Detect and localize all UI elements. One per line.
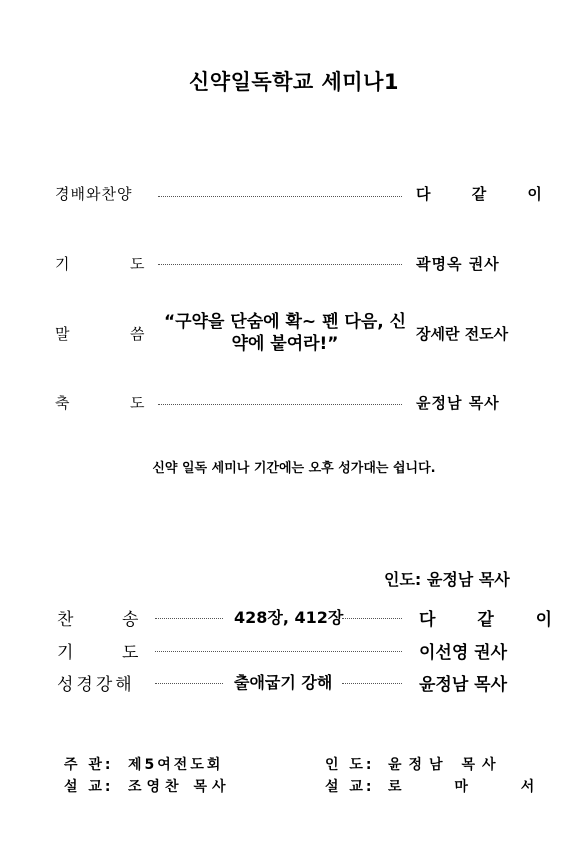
leader-dots — [158, 404, 402, 405]
order2-label-hymn-a: 찬 — [57, 610, 74, 630]
order-label-word-b: 씀 — [130, 325, 145, 343]
hymn-numbers: 428장, 412장 — [234, 608, 344, 627]
leader-dots — [342, 618, 402, 619]
footer-lead-label: 인 도: — [325, 757, 375, 773]
order2-right-exposition: 윤정남 목사 — [419, 675, 508, 695]
leader-dots — [158, 196, 402, 197]
order-label-prayer-a: 기 — [55, 255, 70, 273]
page-title: 신약일독학교 세미나1 — [189, 70, 399, 94]
order2-label-hymn-b: 송 — [122, 610, 139, 630]
order-right-worship: 다 같 이 — [416, 185, 560, 203]
order2-label-prayer-b: 도 — [122, 643, 139, 663]
footer-host-label: 주 관: — [64, 757, 114, 773]
leader-dots — [158, 264, 402, 265]
footer-host: 제5여전도회 — [128, 757, 224, 773]
leader-line: 인도: 윤정남 목사 — [384, 570, 510, 589]
order2-right-hymn: 다 같 이 — [419, 610, 571, 630]
order-right-benediction: 윤정남 목사 — [416, 394, 500, 412]
notice-text: 신약 일독 세미나 기간에는 오후 성가대는 쉽니다. — [152, 461, 436, 476]
sermon-title: “구약을 단숨에 확~ 펜 다음, 신약에 붙여라!” — [163, 312, 407, 354]
order-label-prayer-b: 도 — [130, 255, 145, 273]
order-label-word-a: 말 — [55, 325, 70, 343]
order2-label-exposition: 성경강해 — [57, 675, 135, 695]
order2-right-prayer: 이선영 권사 — [419, 643, 508, 663]
order-label-worship: 경배와찬양 — [55, 185, 133, 203]
order-label-benediction-b: 도 — [130, 394, 145, 412]
order-right-prayer: 곽명옥 권사 — [416, 255, 500, 273]
footer-text: 로 마 서 — [388, 779, 559, 795]
leader-dots — [155, 683, 223, 684]
order-right-word: 장세란 전도사 — [416, 325, 509, 343]
footer-lead: 윤정남 목사 — [388, 757, 503, 773]
order2-label-prayer-a: 기 — [57, 643, 74, 663]
exposition-topic: 출애굽기 강해 — [234, 673, 333, 692]
leader-dots — [155, 618, 223, 619]
leader-dots — [342, 683, 402, 684]
footer-preacher: 조영찬 목사 — [128, 779, 231, 795]
leader-dots — [155, 651, 402, 652]
order-label-benediction-a: 축 — [55, 394, 70, 412]
footer-text-label: 설 교: — [325, 779, 375, 795]
footer-preacher-label: 설 교: — [64, 779, 114, 795]
